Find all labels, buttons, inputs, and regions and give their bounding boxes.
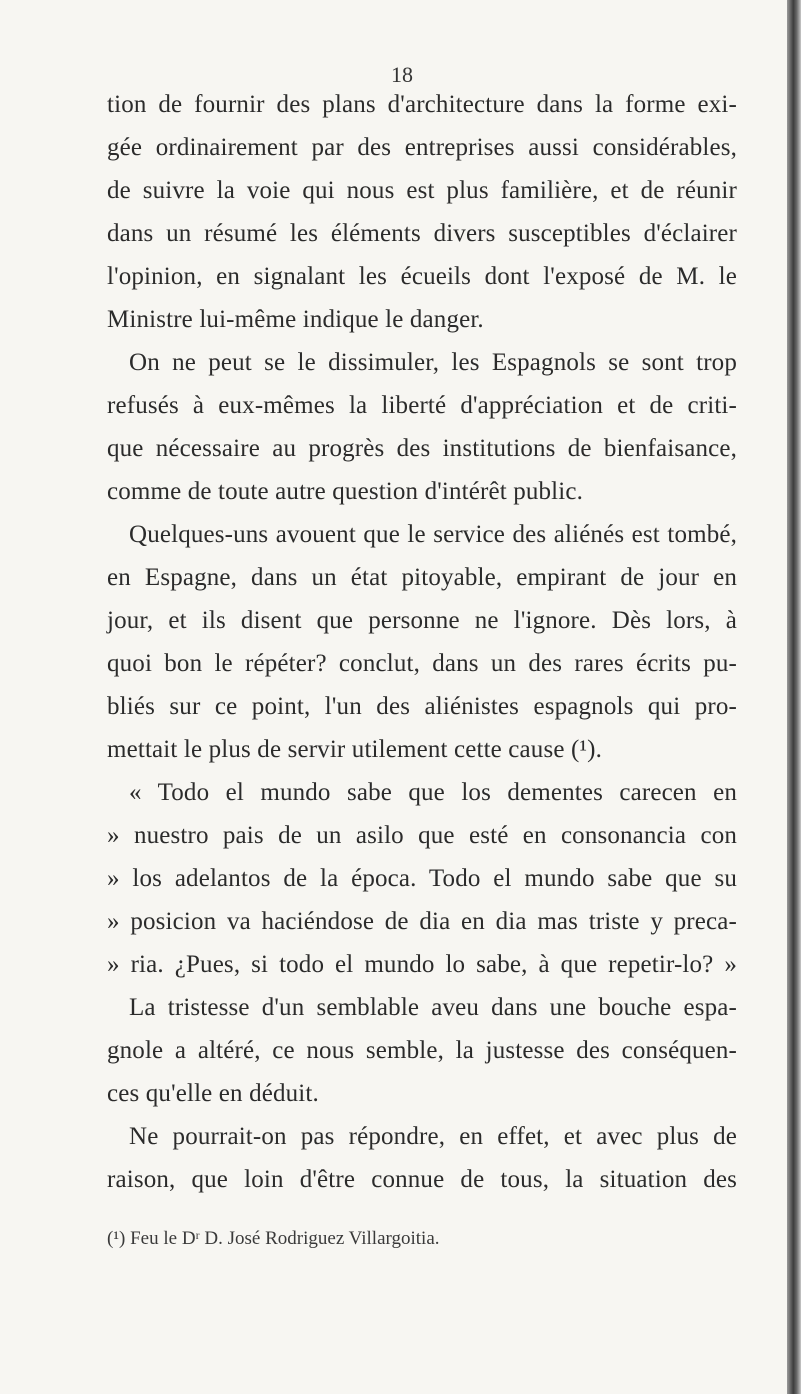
quote-line: « Todo el mundo sabe que los dementes carecen en [129, 779, 737, 806]
text-line: en Espagne, dans un état pitoyable, empirant de jour en [107, 564, 737, 591]
paragraph-start-line: La tristesse d'un semblable aveu dans une bouche espa- [129, 994, 737, 1021]
text-line: raison, que loin d'être connue de tous, la situation des [107, 1166, 737, 1193]
footnote: (¹) Feu le Dʳ D. José Rodriguez Villargoitia. [107, 1228, 440, 1249]
text-line: Ministre lui-même indique le danger. [107, 306, 484, 333]
text-line: refusés à eux-mêmes la liberté d'appréciation et de criti- [107, 392, 737, 419]
text-line: gée ordinairement par des entreprises aussi considérables, [107, 134, 737, 161]
paragraph-start-line: Quelques-uns avouent que le service des aliénés est tombé, [129, 521, 737, 548]
text-line: l'opinion, en signalant les écueils dont l'exposé de M. le [107, 263, 737, 290]
paragraph-start-line: Ne pourrait-on pas répondre, en effet, et avec plus de [129, 1123, 737, 1150]
text-line: mettait le plus de servir utilement cette cause (¹). [107, 736, 602, 763]
page-number: 18 [391, 62, 413, 87]
text-line: comme de toute autre question d'intérêt public. [107, 478, 583, 505]
text-line: dans un résumé les éléments divers susceptibles d'éclairer [107, 220, 737, 247]
text-line: jour, et ils disent que personne ne l'ignore. Dès lors, à [107, 607, 737, 634]
page-edge-shadow [787, 0, 801, 1394]
text-line: quoi bon le répéter? conclut, dans un des rares écrits pu- [107, 650, 737, 677]
quote-line: » posicion va haciéndose de dia en dia mas triste y preca- [107, 908, 737, 935]
quote-line: » ria. ¿Pues, si todo el mundo lo sabe, à que repetir-lo? » [107, 951, 737, 978]
quote-line: » nuestro pais de un asilo que esté en consonancia con [107, 822, 737, 849]
text-line: bliés sur ce point, l'un des aliénistes espagnols qui pro- [107, 693, 737, 720]
text-line: ces qu'elle en déduit. [107, 1080, 319, 1107]
text-line: tion de fournir des plans d'architecture dans la forme exi- [107, 91, 737, 118]
quote-line: » los adelantos de la época. Todo el mundo sabe que su [107, 865, 737, 892]
paragraph-start-line: On ne peut se le dissimuler, les Espagnols se sont trop [129, 349, 737, 376]
text-line: de suivre la voie qui nous est plus familière, et de réunir [107, 177, 737, 204]
text-line: gnole a altéré, ce nous semble, la justesse des conséquen- [107, 1037, 737, 1064]
text-line: que nécessaire au progrès des institutions de bienfaisance, [107, 435, 737, 462]
